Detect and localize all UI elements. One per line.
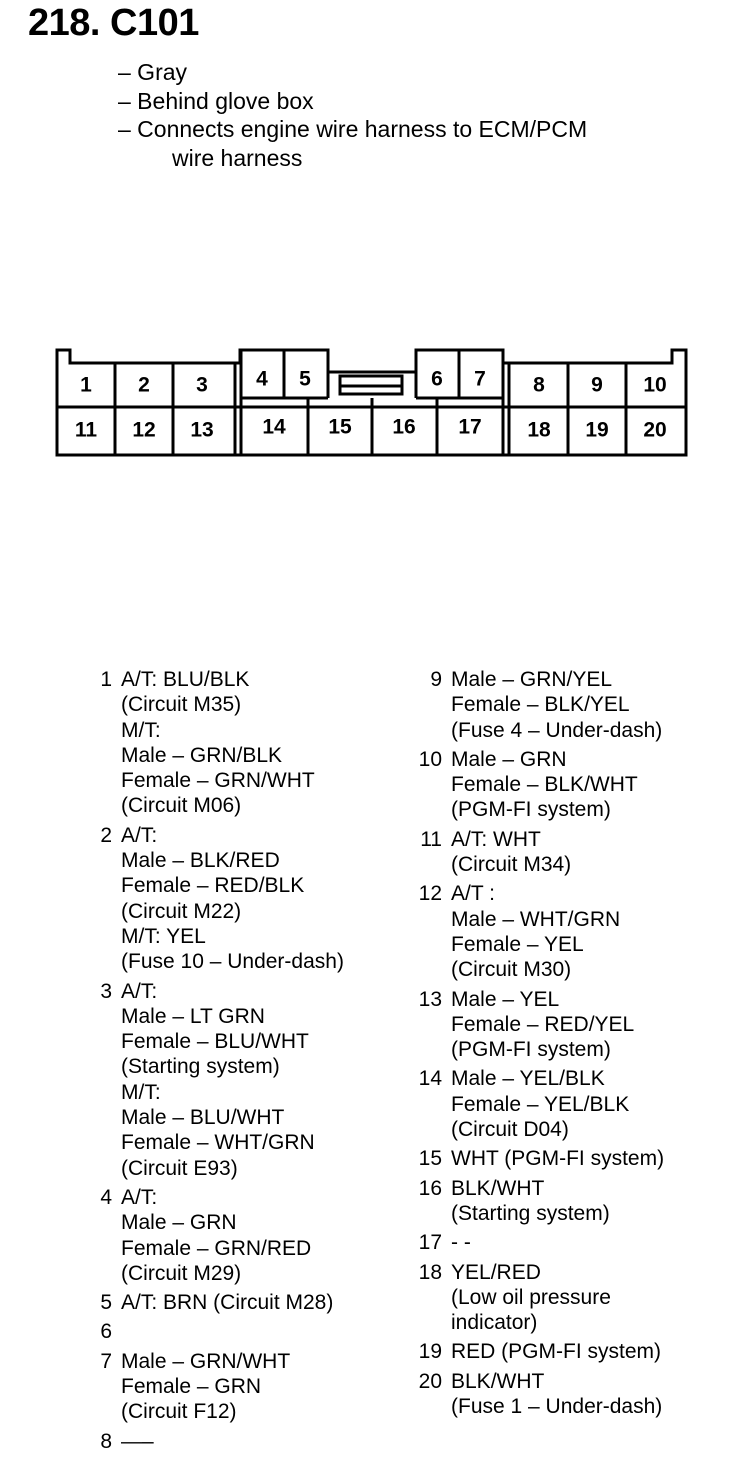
description-line: wire harness [172, 144, 303, 171]
pin-wire-line: Female – BLU/WHT [121, 1030, 309, 1054]
pin-wire-line: Female – RED/BLK [121, 874, 305, 898]
pin-wire-line: Female – YEL/BLK [451, 1092, 630, 1116]
pin-wire-line: Female – GRN [121, 1375, 262, 1399]
pin-wire-line: (Fuse 10 – Under-dash) [121, 950, 344, 974]
pin-entry-17 [412, 1230, 732, 1255]
pin-entry-4 [92, 1185, 392, 1286]
pin-wire-line: Female – BLK/WHT [451, 773, 638, 797]
pin-5-label: 5 [299, 367, 311, 391]
pin-15-label: 15 [328, 415, 352, 439]
pin-number: 10 [418, 747, 442, 771]
description-line: – Gray [118, 59, 188, 85]
pin-wire-line: (Fuse 1 – Under-dash) [451, 1395, 663, 1419]
pin-1-label: 1 [80, 373, 92, 397]
pin-wire-line: (Starting system) [121, 1055, 280, 1079]
pin-entry-11 [412, 827, 732, 878]
pin-entry-7 [92, 1349, 392, 1425]
pin-number: 5 [100, 1291, 112, 1315]
connector-diagram [0, 0, 736, 470]
pin-wire-line: RED (PGM-FI system) [451, 1340, 661, 1364]
pin-18-label: 18 [527, 418, 551, 442]
pin-wire-line: BLK/WHT [451, 1369, 545, 1393]
pin-17-label: 17 [458, 415, 482, 439]
pin-wire-line: (PGM-FI system) [451, 798, 611, 822]
pin-6-label: 6 [431, 367, 443, 391]
pin-number: 4 [100, 1185, 112, 1209]
pin-wire-line: Male – LT GRN [121, 1004, 265, 1028]
pin-8-label: 8 [533, 373, 545, 397]
pin-wire-line: Female – RED/YEL [451, 1012, 635, 1036]
pin-wire-line: Male – GRN/BLK [121, 743, 283, 767]
pin-number: 18 [418, 1260, 442, 1284]
pin-9-label: 9 [591, 373, 603, 397]
pin-wire-line: Female – BLK/YEL [451, 693, 630, 717]
pin-entry-6 [92, 1319, 392, 1344]
pin-wire-line: Female – YEL [451, 932, 584, 956]
pin-wire-line: Male – GRN/YEL [451, 668, 613, 691]
pin-number: 12 [418, 882, 442, 906]
pin-wire-line: M/T: [121, 718, 161, 742]
pin-wire-line: Male – GRN [121, 1211, 237, 1235]
pin-wire-line: Female – WHT/GRN [121, 1131, 315, 1155]
pin-entry-19 [412, 1339, 732, 1364]
pin-entry-5 [92, 1290, 392, 1315]
pin-wire-line: Male – YEL [451, 987, 560, 1011]
pin-number: 17 [418, 1231, 442, 1255]
pin-16-label: 16 [392, 415, 416, 439]
pin-wire-line: (Circuit M34) [451, 853, 572, 877]
pin-wire-line: Male – BLU/WHT [121, 1106, 285, 1130]
description-line: – Connects engine wire harness to ECM/PCM [118, 116, 588, 142]
pin-7-label: 7 [474, 367, 486, 391]
pin-entry-12 [412, 881, 732, 982]
pin-number: 14 [418, 1067, 442, 1091]
pin-wire-line: A/T: [121, 1185, 158, 1209]
pin-4-label: 4 [256, 367, 268, 391]
pin-number: 9 [430, 668, 442, 691]
pin-number: 1 [100, 668, 112, 691]
pin-14-label: 14 [262, 415, 286, 439]
pin-wire-line: A/T: BLU/BLK [121, 668, 250, 691]
pin-list-left [92, 667, 392, 1458]
pin-11-label: 11 [74, 418, 98, 442]
pin-number: 2 [100, 823, 112, 847]
pin-wire-line: A/T : [451, 882, 495, 906]
pin-wire-line: M/T: [121, 1080, 161, 1104]
pin-entry-20 [412, 1369, 732, 1420]
pin-wire-line: Male – WHT/GRN [451, 907, 621, 931]
pin-number: 19 [418, 1340, 442, 1364]
pin-wire-line: YEL/RED [451, 1260, 541, 1284]
pin-entry-14 [412, 1066, 732, 1142]
pin-entry-2 [92, 823, 392, 975]
pin-number: 8 [100, 1429, 112, 1453]
pin-12-label: 12 [132, 418, 156, 442]
pin-wire-line: (Circuit E93) [121, 1156, 238, 1180]
pin-entry-16 [412, 1176, 732, 1227]
pin-wire-line: Female – GRN/WHT [121, 769, 315, 793]
pin-19-label: 19 [585, 418, 609, 442]
pin-wire-line: Male – GRN [451, 747, 567, 771]
pin-number: 20 [418, 1369, 442, 1393]
pin-wire-line [121, 1319, 392, 1344]
pin-entry-15 [412, 1146, 732, 1171]
pin-wire-line: BLK/WHT [451, 1176, 545, 1200]
pin-wire-line: (Circuit M35) [121, 693, 242, 717]
pin-number: 16 [418, 1176, 442, 1200]
pin-wire-line: (Circuit M06) [121, 794, 242, 818]
pin-entry-9 [412, 667, 732, 743]
pin-wire-line: A/T: [121, 823, 158, 847]
pin-10-label: 10 [643, 373, 667, 397]
pin-wire-line: (Circuit M22) [121, 899, 242, 923]
pin-wire-line: (Circuit F12) [121, 1400, 237, 1424]
pin-wire-line: (Circuit M30) [451, 958, 572, 982]
pin-wire-line: (Circuit M29) [121, 1261, 242, 1285]
pin-wire-line: A/T: BRN (Circuit M28) [121, 1291, 334, 1315]
pin-entry-18 [412, 1260, 732, 1336]
pin-wire-line: Male – YEL/BLK [451, 1067, 605, 1091]
pin-wire-line: A/T: [121, 979, 158, 1003]
pin-wire-line: (Starting system) [451, 1201, 610, 1225]
pin-20-label: 20 [643, 418, 667, 442]
pin-wire-line: —– [121, 1429, 154, 1453]
pin-number: 3 [100, 979, 112, 1003]
pin-entry-1 [92, 667, 392, 819]
pin-wire-line: - - [451, 1231, 471, 1255]
pin-wire-line: (Low oil pressure [451, 1285, 611, 1309]
pin-2-label: 2 [138, 373, 150, 397]
pin-number: 6 [100, 1320, 112, 1344]
pin-number: 15 [418, 1147, 442, 1171]
pin-wire-line: WHT (PGM-FI system) [451, 1147, 665, 1171]
pin-list-right [412, 667, 732, 1423]
pin-wire-line: Female – GRN/RED [121, 1236, 312, 1260]
pin-wire-line: Male – BLK/RED [121, 849, 280, 873]
pin-entry-10 [412, 747, 732, 823]
pin-wire-line: A/T: WHT [451, 827, 541, 851]
pin-wire-line: (Circuit D04) [451, 1118, 569, 1142]
pin-13-label: 13 [190, 418, 214, 442]
connector-title: 218. C101 [28, 2, 199, 44]
pin-entry-3 [92, 979, 392, 1181]
description-line: – Behind glove box [118, 87, 314, 114]
pin-number: 13 [418, 987, 442, 1011]
pin-number: 7 [100, 1349, 112, 1373]
pin-wire-line: (Fuse 4 – Under-dash) [451, 718, 663, 742]
pin-entry-8 [92, 1429, 392, 1454]
pin-wire-line: (PGM-FI system) [451, 1038, 611, 1062]
pin-wire-line: Male – GRN/WHT [121, 1349, 291, 1373]
pin-entry-13 [412, 987, 732, 1063]
pin-3-label: 3 [196, 373, 208, 397]
pin-wire-line: M/T: YEL [121, 924, 206, 948]
pin-wire-line: indicator) [451, 1311, 538, 1335]
pin-number: 11 [420, 827, 442, 851]
